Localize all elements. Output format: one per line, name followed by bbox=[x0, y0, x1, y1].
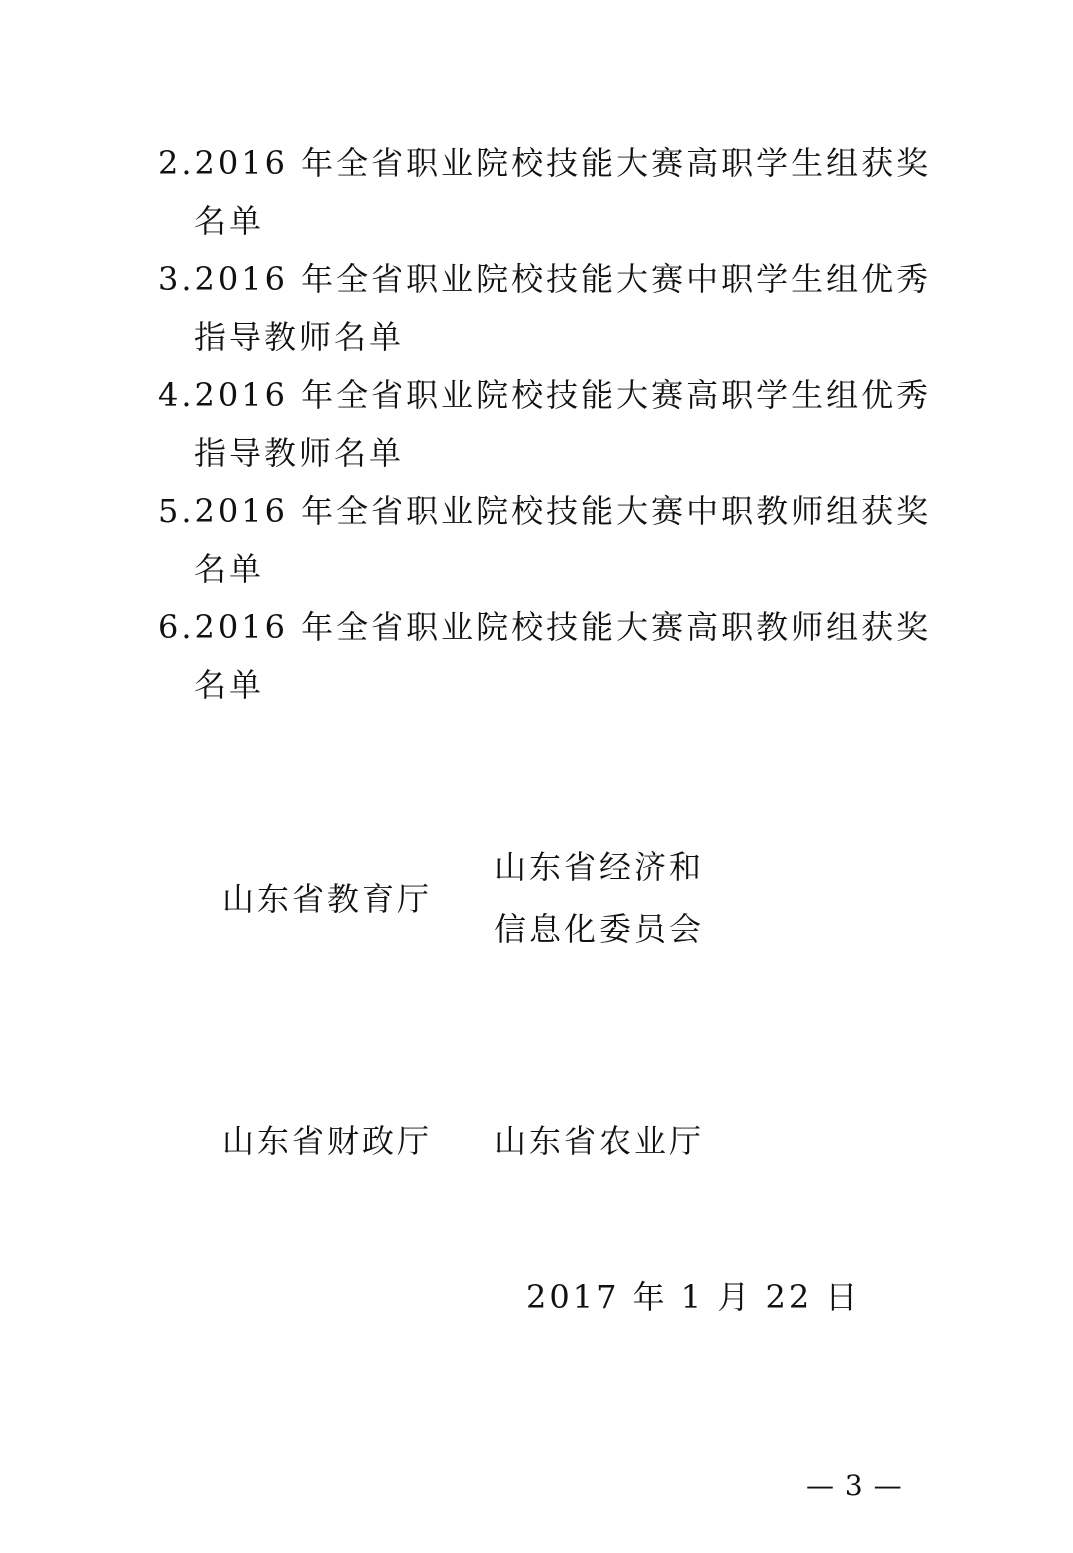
attachment-title: 3.2016 年全省职业院校技能大赛中职学生组优秀 bbox=[158, 260, 932, 298]
signatory-economy-line2: 信息化委员会 bbox=[494, 910, 705, 948]
list-item bbox=[158, 366, 932, 482]
list-item bbox=[158, 598, 932, 714]
list-item bbox=[158, 482, 932, 598]
attachment-title-continued: 指导教师名单 bbox=[194, 434, 405, 472]
attachment-title: 6.2016 年全省职业院校技能大赛高职教师组获奖 bbox=[158, 608, 932, 646]
attachment-title: 2.2016 年全省职业院校技能大赛高职学生组获奖 bbox=[158, 144, 932, 182]
page-number: — 3 — bbox=[806, 1469, 903, 1502]
attachment-title-continued: 指导教师名单 bbox=[194, 318, 405, 356]
list-item bbox=[158, 250, 932, 366]
attachment-list bbox=[158, 134, 932, 714]
signatory-agriculture: 山东省农业厅 bbox=[494, 1122, 705, 1160]
attachment-title-continued: 名单 bbox=[194, 666, 265, 704]
attachment-title: 4.2016 年全省职业院校技能大赛高职学生组优秀 bbox=[158, 376, 932, 414]
attachment-title-continued: 名单 bbox=[194, 202, 265, 240]
signatory-finance: 山东省财政厅 bbox=[222, 1122, 433, 1160]
list-item bbox=[158, 134, 932, 250]
attachment-title: 5.2016 年全省职业院校技能大赛中职教师组获奖 bbox=[158, 492, 932, 530]
signatory-economy-line1: 山东省经济和 bbox=[494, 848, 705, 886]
signatory-education: 山东省教育厅 bbox=[222, 880, 433, 918]
issue-date: 2017 年 1 月 22 日 bbox=[526, 1278, 861, 1316]
attachment-title-continued: 名单 bbox=[194, 550, 265, 588]
